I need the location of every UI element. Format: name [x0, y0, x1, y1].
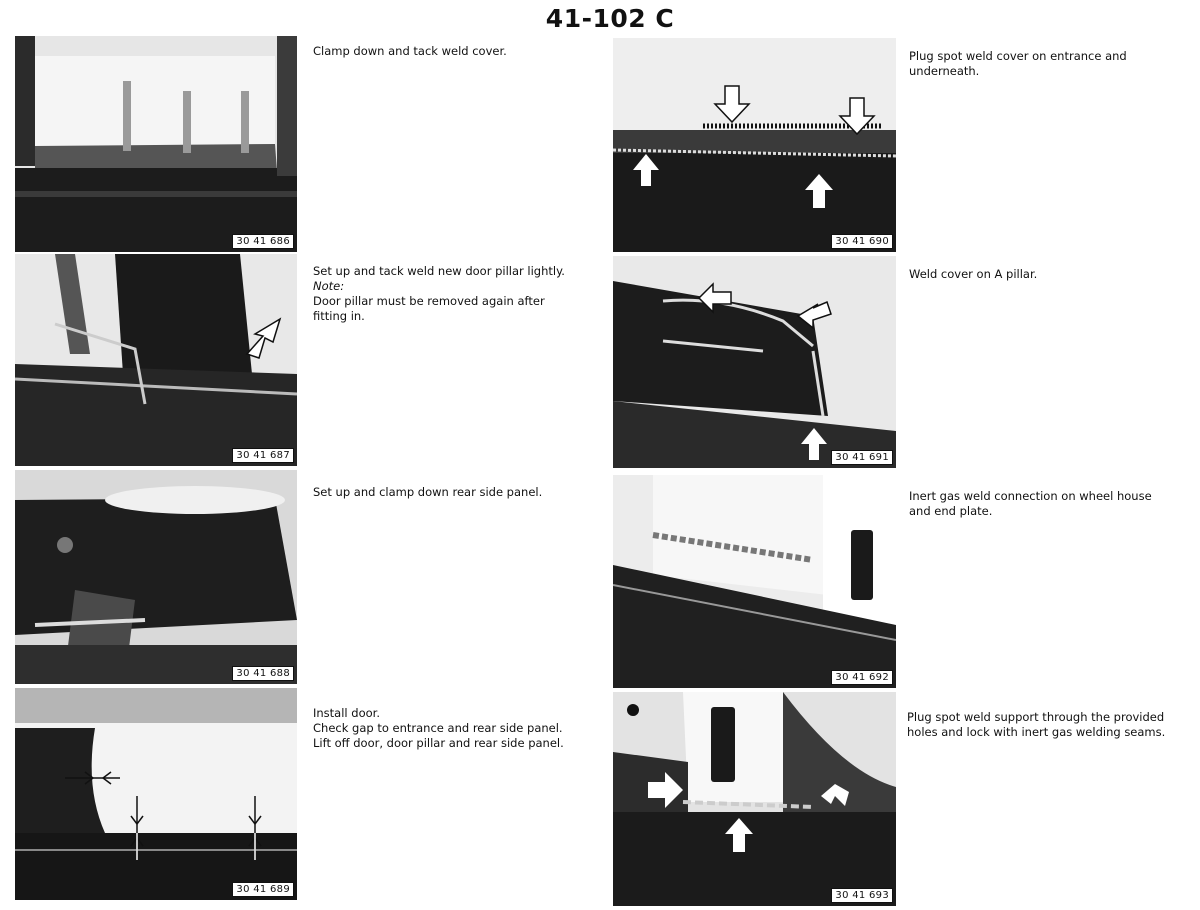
- caption-line: fitting in.: [313, 309, 365, 323]
- step-2-illustration: [15, 254, 297, 466]
- step-5-caption: [909, 49, 1194, 79]
- caption-line: and end plate.: [909, 504, 993, 518]
- step-8-illustration: [613, 692, 896, 906]
- photo-number: 30 41 690: [831, 234, 893, 249]
- caption-line: Install door.: [313, 706, 380, 720]
- step-3-illustration: [15, 470, 297, 684]
- step-6-caption: [909, 267, 1194, 282]
- step-5-illustration: [613, 38, 896, 252]
- photo-number: 30 41 689: [232, 882, 294, 897]
- step-4-illustration: [15, 688, 297, 900]
- step-6-illustration: [613, 256, 896, 468]
- caption-line: underneath.: [909, 64, 980, 78]
- caption-line: Set up and clamp down rear side panel.: [313, 485, 543, 499]
- step-1-illustration: [15, 36, 297, 252]
- step-1-caption: [313, 44, 593, 59]
- caption-line: holes and lock with inert gas welding seams.: [907, 725, 1166, 739]
- step-1-photo: [15, 36, 297, 252]
- step-7-photo: [613, 475, 896, 688]
- photo-number: 30 41 691: [831, 450, 893, 465]
- step-4-photo: [15, 688, 297, 900]
- step-3-caption: [313, 485, 593, 500]
- caption-line: Set up and tack weld new door pillar lightly.: [313, 264, 565, 278]
- caption-line: Inert gas weld connection on wheel house: [909, 489, 1152, 503]
- note-label: Note:: [313, 279, 345, 293]
- step-7-caption: [909, 489, 1194, 519]
- step-6-photo: [613, 256, 896, 468]
- photo-number: 30 41 688: [232, 666, 294, 681]
- step-7-illustration: [613, 475, 896, 688]
- step-8-caption: [907, 710, 1197, 740]
- caption-line: Weld cover on A pillar.: [909, 267, 1038, 281]
- step-8-photo: [613, 692, 896, 906]
- step-2-caption: [313, 264, 593, 324]
- photo-number: 30 41 692: [831, 670, 893, 685]
- step-4-caption: [313, 706, 603, 751]
- page-title: 41-102 C: [545, 4, 675, 33]
- caption-line: Plug spot weld support through the provided: [907, 710, 1165, 724]
- photo-number: 30 41 693: [831, 888, 893, 903]
- caption-line: Check gap to entrance and rear side panel.: [313, 721, 563, 735]
- step-2-photo: [15, 254, 297, 466]
- photo-number: 30 41 687: [232, 448, 294, 463]
- photo-number: 30 41 686: [232, 234, 294, 249]
- caption-line: Clamp down and tack weld cover.: [313, 44, 507, 58]
- caption-line: Plug spot weld cover on entrance and: [909, 49, 1127, 63]
- caption-line: Door pillar must be removed again after: [313, 294, 545, 308]
- step-3-photo: [15, 470, 297, 684]
- step-5-photo: [613, 38, 896, 252]
- caption-line: Lift off door, door pillar and rear side panel.: [313, 736, 564, 750]
